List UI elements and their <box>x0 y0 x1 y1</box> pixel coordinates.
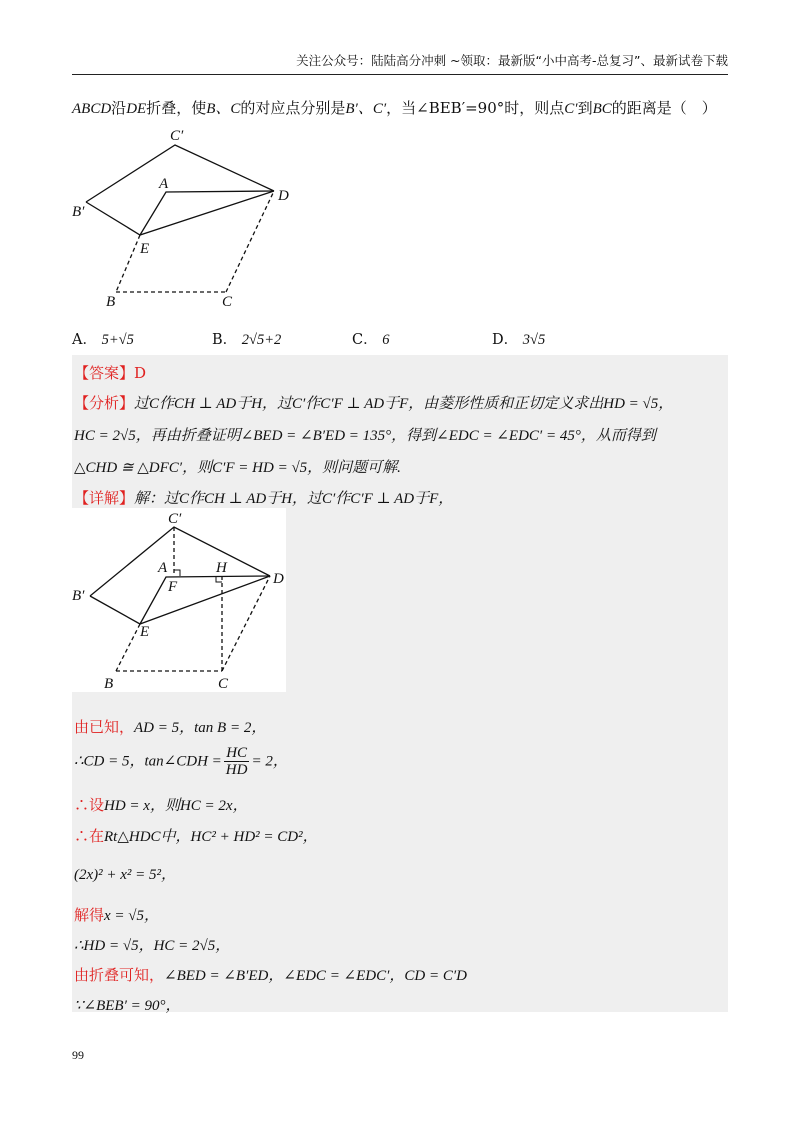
fig2-label-c1: C′ <box>168 511 182 527</box>
fig2-label-d: D <box>273 571 284 587</box>
analysis-text: 过C作CH ⊥ AD于H，过C′作C′F ⊥ AD于F，由菱形性质和正切定义求出HD = √5， <box>134 396 674 412</box>
step-math: = 2， <box>251 753 288 770</box>
step-math: ∠BED = ∠B′ED，∠EDC = ∠EDC′，CD = C′D <box>164 968 467 984</box>
step-1 <box>74 716 266 737</box>
detail-text: 解：过C作CH ⊥ AD于H，过C′作C′F ⊥ AD于F， <box>134 491 454 507</box>
fig2-label-c: C <box>218 676 229 692</box>
answer-tag: 【答案】 <box>74 364 135 382</box>
q-part: ，当∠BEB′=90°时，则点 <box>386 99 565 117</box>
step-math: x = √5， <box>104 908 160 924</box>
answer-value: D <box>134 364 147 382</box>
fig2-label-b1: B′ <box>72 588 85 604</box>
step-text: ∴设 <box>74 796 105 814</box>
q-part: 的距离是（ ） <box>611 99 717 117</box>
step-9: ∵∠BEB′ = 90°， <box>74 998 181 1014</box>
analysis-line-2: HC = 2√5，再由折叠证明∠BED = ∠B′ED = 135°，得到∠EDC = ∠EDC′ = 45°，从而得到 <box>74 428 656 444</box>
q-part: ABCD <box>72 101 112 117</box>
fig1-dash-eb <box>116 235 140 292</box>
q-part: 折叠，使 <box>146 99 207 117</box>
step-math: Rt△HDC中，HC² + HD² = CD²， <box>104 829 318 845</box>
fig1-label-e: E <box>140 241 150 257</box>
fig1-label-b1: B′ <box>72 204 85 220</box>
answer-line <box>74 362 146 383</box>
q-part: 的对应点分别是 <box>240 99 346 117</box>
page-number: 99 <box>72 1048 84 1062</box>
option-letter: C． <box>352 332 378 348</box>
fig2-label-b: B <box>104 676 114 692</box>
step-8 <box>74 964 467 985</box>
fig2-label-a: A <box>158 560 168 576</box>
step-text: 解得 <box>74 906 105 924</box>
fraction-numerator: HC <box>224 745 250 762</box>
solution-figure <box>72 508 286 692</box>
option-text: 3√5 <box>522 332 546 348</box>
option-a <box>72 328 134 349</box>
step-7: ∴HD = √5，HC = 2√5， <box>74 938 231 954</box>
question-figure <box>72 122 302 312</box>
step-6 <box>74 904 159 925</box>
option-text: 2√5+2 <box>241 332 282 348</box>
fig1-label-c: C <box>222 294 233 310</box>
q-part: 到 <box>577 99 593 117</box>
fig2-label-h: H <box>216 560 227 576</box>
step-text: 由折叠可知， <box>74 966 165 984</box>
fig1-label-b: B <box>106 294 116 310</box>
question-text <box>72 97 717 118</box>
fig1-line-b1c1d <box>86 145 274 202</box>
fig2-label-f: F <box>168 579 178 595</box>
step-2 <box>74 745 288 778</box>
fig2-right-angle-f <box>174 570 180 576</box>
option-letter: D． <box>492 332 519 348</box>
q-part: C′ <box>564 101 578 117</box>
fig1-dash-cd <box>226 191 274 292</box>
fig2-dash-eb <box>116 624 140 671</box>
detail-tag: 【详解】 <box>74 489 135 507</box>
q-part: B′、C′ <box>345 101 387 117</box>
option-text: 6 <box>382 332 390 348</box>
option-text: 5+√5 <box>101 332 134 348</box>
fig1-label-c1: C′ <box>170 128 184 144</box>
option-d <box>492 328 545 349</box>
page-header: 关注公众号：陆陆高分冲刺 ~领取：最新版“小中高考-总复习”、最新试卷下载 <box>72 52 728 75</box>
fraction-hc-hd <box>224 745 250 778</box>
step-5: (2x)² + x² = 5²， <box>74 867 177 883</box>
fig1-label-d: D <box>278 188 289 204</box>
fig1-label-a: A <box>159 176 169 192</box>
q-part: DE <box>126 101 147 117</box>
step-math: ∴CD = 5，tan∠CDH = <box>74 753 222 770</box>
step-math: HD = x，则HC = 2x， <box>104 798 248 814</box>
detail-line-1 <box>74 487 453 508</box>
q-part: 沿 <box>111 99 127 117</box>
option-b <box>212 328 281 349</box>
fraction-denominator: HD <box>225 762 248 778</box>
analysis-tag: 【分析】 <box>74 394 135 412</box>
step-math: AD = 5，tan B = 2， <box>134 720 267 736</box>
option-letter: A． <box>72 332 97 348</box>
analysis-line-1 <box>74 392 673 413</box>
q-part: B、C <box>206 101 241 117</box>
fig2-label-e: E <box>140 624 150 640</box>
step-4 <box>74 825 318 846</box>
option-letter: B． <box>212 332 238 348</box>
fig2-dash-cd <box>222 576 270 671</box>
analysis-line-3: △CHD ≅ △DFC′，则C′F = HD = √5，则问题可解. <box>74 460 401 476</box>
step-text: 由已知， <box>74 718 135 736</box>
step-3 <box>74 794 248 815</box>
fig1-line-b1ed <box>86 191 274 235</box>
q-part: BC <box>592 101 612 117</box>
fig2-line-b1ed <box>90 576 270 624</box>
option-c <box>352 328 389 349</box>
step-text: ∴在 <box>74 827 105 845</box>
